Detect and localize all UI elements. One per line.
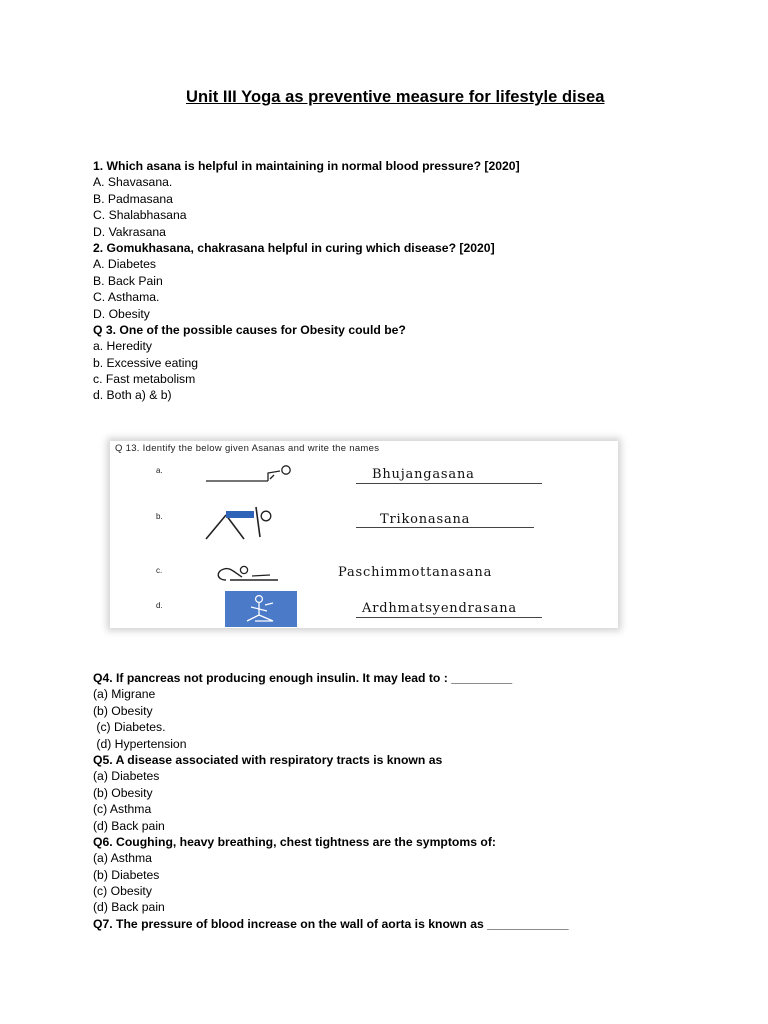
figure-item-letter: b. [156, 512, 163, 521]
figure-item-name: Trikonasana [380, 512, 471, 527]
triangle-pose-icon [200, 503, 284, 541]
answer-option: c. Fast metabolism [93, 372, 196, 387]
questions-section-2 [93, 670, 569, 932]
figure-heading: Q 13. Identify the below given Asanas and write the names [115, 443, 380, 454]
answer-option: (c) Diabetes. [93, 720, 166, 735]
question-text: Q6. Coughing, heavy breathing, chest tightness are the symptoms of: [93, 834, 496, 849]
answer-option: b. Excessive eating [93, 355, 199, 370]
figure-item-letter: a. [156, 466, 163, 475]
answer-option: C. Asthama. [93, 290, 160, 305]
answer-option: (d) Hypertension [93, 736, 187, 751]
answer-option: d. Both a) & b) [93, 388, 172, 403]
page-title: Unit III Yoga as preventive measure for lifestyle disea [186, 88, 605, 106]
figure-item-name: Paschimmottanasana [338, 565, 493, 580]
answer-line [356, 483, 542, 484]
answer-option: (b) Obesity [93, 785, 153, 800]
seated-forward-bend-icon [212, 561, 282, 583]
asana-identification-figure [110, 441, 618, 628]
answer-option: A. Diabetes [93, 257, 157, 272]
question-text: 2. Gomukhasana, chakrasana helpful in curing which disease? [2020] [93, 240, 495, 255]
answer-line [356, 617, 542, 618]
answer-option: (a) Asthma [93, 851, 152, 866]
answer-option: (c) Asthma [93, 802, 152, 817]
answer-option: (c) Obesity [93, 884, 152, 899]
half-spinal-twist-icon [225, 591, 297, 627]
figure-item-letter: d. [156, 601, 163, 610]
figure-item-name: Ardhmatsyendrasana [362, 601, 517, 616]
question-text: 1. Which asana is helpful in maintaining in normal blood pressure? [2020] [93, 159, 520, 173]
answer-option: D. Obesity [93, 306, 150, 321]
answer-option: C. Shalabhasana [93, 208, 187, 223]
answer-option: a. Heredity [93, 339, 152, 354]
answer-option: (b) Obesity [93, 703, 153, 718]
answer-option: (d) Back pain [93, 900, 165, 915]
answer-option: (a) Migrane [93, 687, 156, 702]
answer-option: B. Padmasana [93, 191, 173, 206]
answer-option: (a) Diabetes [93, 769, 160, 784]
figure-item-letter: c. [156, 566, 163, 575]
question-text: Q7. The pressure of blood increase on the wall of aorta is known as ____________ [93, 916, 569, 931]
questions-section-1 [93, 158, 520, 404]
cobra-pose-icon [204, 463, 304, 487]
answer-option: B. Back Pain [93, 273, 163, 288]
question-text: Q5. A disease associated with respiratory tracts is known as [93, 752, 443, 767]
answer-option: D. Vakrasana [93, 224, 166, 239]
answer-option: A. Shavasana. [93, 175, 173, 190]
answer-option: (d) Back pain [93, 818, 165, 833]
question-text: Q4. If pancreas not producing enough insulin. It may lead to : _________ [93, 671, 513, 685]
answer-option: (b) Diabetes [93, 867, 160, 882]
question-text: Q 3. One of the possible causes for Obesity could be? [93, 322, 406, 337]
figure-item-name: Bhujangasana [372, 467, 475, 482]
answer-line [356, 527, 534, 528]
